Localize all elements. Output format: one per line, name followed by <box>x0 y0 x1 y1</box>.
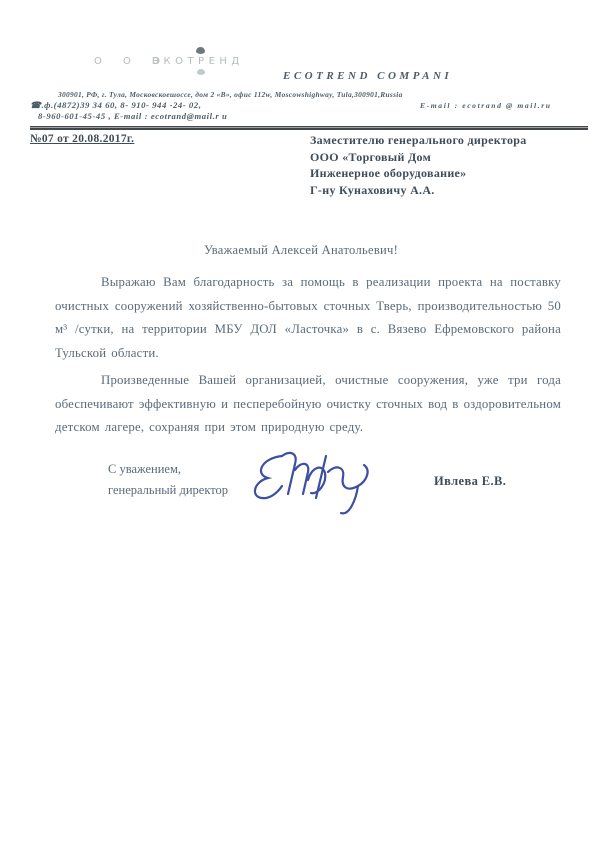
closing-block <box>108 459 228 500</box>
recipient-line: Заместителю генерального директора <box>310 133 527 147</box>
logo-ooo-text: О О О <box>94 56 169 67</box>
email-address: E-mail : ecotrand @ mail.ru <box>420 101 552 110</box>
phone-line: ☎.ф.(4872)39 34 60, 8- 910- 944 -24- 02, <box>30 100 202 110</box>
phone-line-2: 8-960-601-45-45 , E-mail : ecotrand@mail.r u <box>38 111 228 121</box>
droplet-icon <box>197 69 205 75</box>
closing-line: С уважением, <box>108 462 181 476</box>
closing-line: генеральный директор <box>108 482 229 497</box>
signer-name: Ивлева Е.В. <box>434 474 507 488</box>
recipient-block <box>310 132 527 198</box>
recipient-line: Инженерное оборудование» <box>310 166 467 180</box>
paragraph: Выражаю Вам благодарность за помощь в реализации проекта на поставку очистных сооружений хозяйственно-бытовых сточных Тверь, производительностью 50 м³ /сутки, на территории МБУ ДОЛ «Ласточка» в с. Вязево Ефремовского района Тульской области. <box>55 275 561 360</box>
logo-company-name: ЭКОТРЕНД <box>152 56 244 67</box>
address-line: 300901, РФ, г. Тула, Московскоешоссе, дом 2 «В», офис 112w, Moscowshighway, Tula,300901,Russia <box>58 90 403 99</box>
header-divider <box>30 126 588 130</box>
company-name-en: ECOTREND COMPANI <box>283 70 453 82</box>
salutation: Уважаемый Алексей Анатольевич! <box>204 243 399 257</box>
signature-scribble <box>248 440 393 530</box>
letter-body <box>55 271 561 440</box>
droplet-icon <box>196 47 205 54</box>
recipient-line: Г-ну Кунаховичу А.А. <box>310 182 435 197</box>
reference-number: №07 от 20.08.2017г. <box>30 133 135 145</box>
paragraph: Произведенные Вашей организацией, очистные сооружения, уже три года обеспечивают эффективную и песперебойную очистку сточных вод в оздоровительном детском лагере, сохраняя при этом природную среду. <box>55 373 561 434</box>
recipient-line: ООО «Торговый Дом <box>310 149 432 164</box>
